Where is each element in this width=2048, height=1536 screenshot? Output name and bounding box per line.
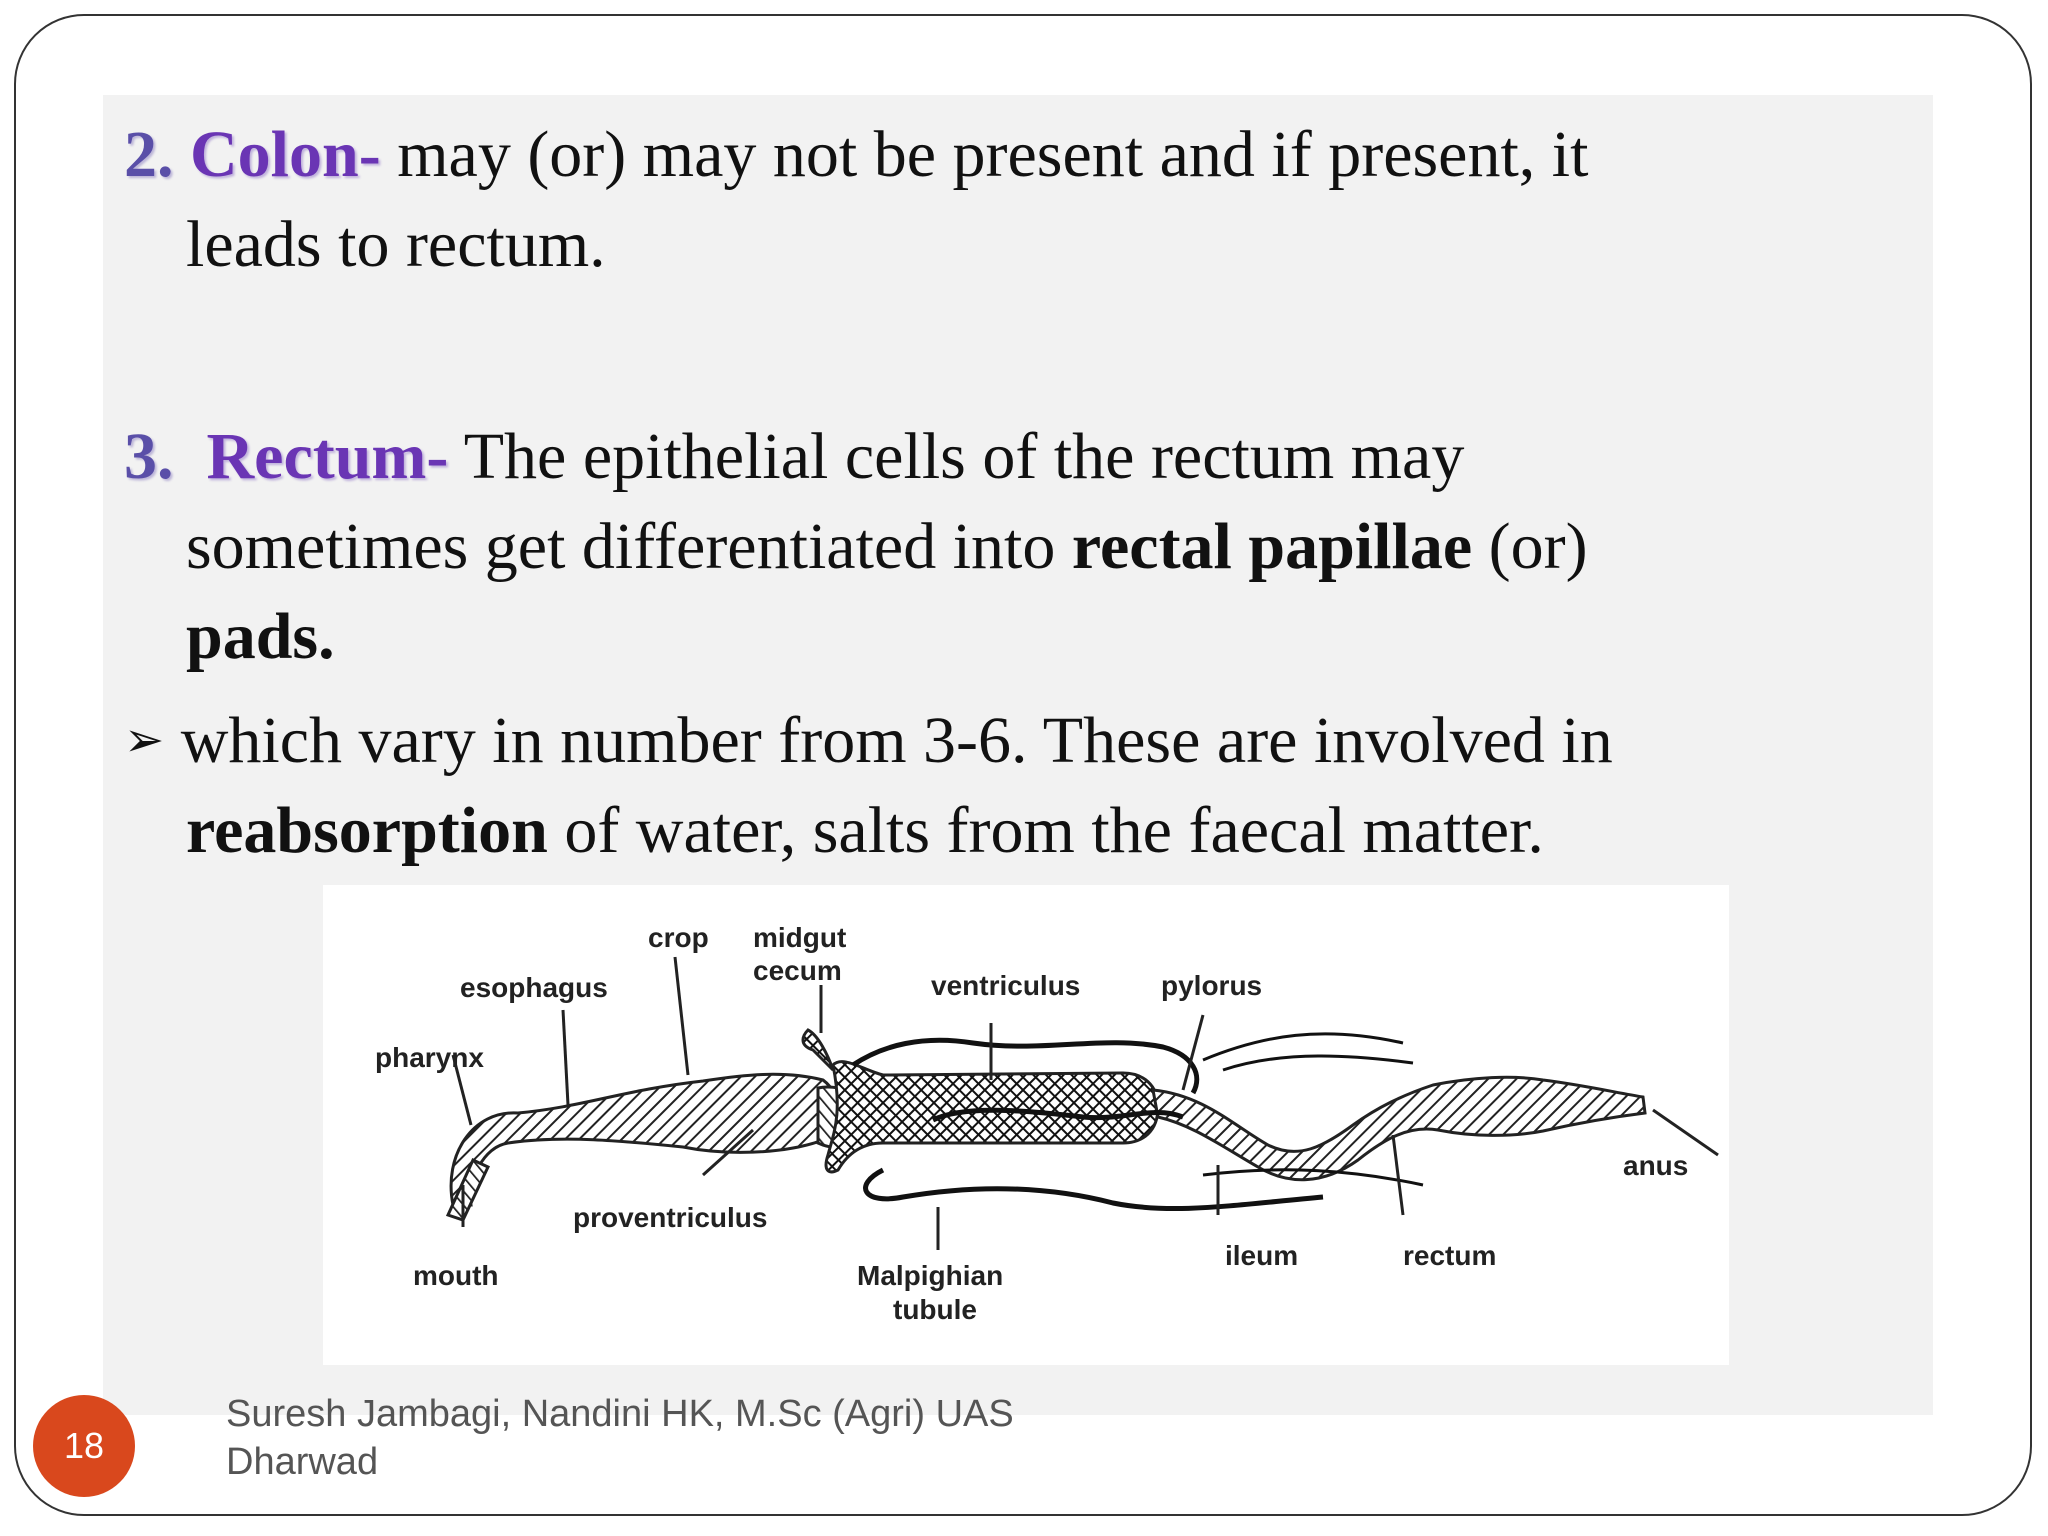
label-proventriculus: proventriculus <box>573 1202 768 1233</box>
label-esophagus: esophagus <box>460 972 608 1003</box>
label-tubule: tubule <box>893 1294 977 1325</box>
footer-line2: Dharwad <box>226 1441 379 1483</box>
bullet-text-line1: which vary in number from 3-6. These are involved in <box>164 704 1613 777</box>
label-ventriculus: ventriculus <box>931 970 1081 1001</box>
rectum-or-text: (or) <box>1472 510 1588 583</box>
label-mouth: mouth <box>413 1260 499 1291</box>
label-malpighian: Malpighian <box>857 1260 1004 1291</box>
colon-term: Colon- <box>190 118 381 191</box>
rectum-paragraph <box>124 412 1904 682</box>
label-pylorus: pylorus <box>1161 970 1263 1001</box>
colon-paragraph <box>124 110 1884 290</box>
label-ileum: ileum <box>1225 1240 1299 1271</box>
rectum-number: 3. <box>124 420 174 493</box>
digestive-tract-svg <box>323 885 1729 1365</box>
rectum-text-line2 <box>124 502 1904 592</box>
label-cecum: cecum <box>753 955 842 986</box>
label-midgut: midgut <box>753 922 847 953</box>
label-crop: crop <box>648 922 709 953</box>
rectum-text-line1: The epithelial cells of the rectum may <box>448 420 1465 493</box>
arrow-bullet-icon: ➢ <box>124 714 165 767</box>
slide-footer <box>226 1390 1014 1486</box>
digestive-tract-diagram <box>323 885 1729 1365</box>
rectal-papillae-term: rectal papillae <box>1071 510 1473 583</box>
colon-number: 2. <box>124 118 174 191</box>
reabsorption-term: reabsorption <box>186 794 548 867</box>
slide-number-badge: 18 <box>33 1395 135 1497</box>
midgut-cecum-shape <box>803 1030 833 1070</box>
label-anus: anus <box>1623 1150 1689 1181</box>
colon-text-line1: may (or) may not be present and if present, it <box>380 118 1589 191</box>
label-rectum: rectum <box>1403 1240 1497 1271</box>
bullet-text-line2 <box>124 786 1924 876</box>
footer-line1: Suresh Jambagi, Nandini HK, M.Sc (Agri) UAS <box>226 1393 1014 1435</box>
rectum-text-part: sometimes get differentiated into <box>186 510 1072 583</box>
pads-term: pads. <box>186 600 335 673</box>
bullet-text-part: of water, salts from the faecal matter. <box>547 794 1544 867</box>
rectum-term: Rectum- <box>206 420 449 493</box>
foregut-shape <box>451 1074 838 1205</box>
label-pharynx: pharynx <box>375 1042 484 1073</box>
malpighian-tubule-lower <box>866 1170 1323 1209</box>
bullet-paragraph <box>124 696 1924 876</box>
malpighian-tubule-free2 <box>1223 1056 1413 1070</box>
hindgut-shape <box>1153 1077 1645 1179</box>
colon-text-line2: leads to rectum. <box>186 208 606 281</box>
